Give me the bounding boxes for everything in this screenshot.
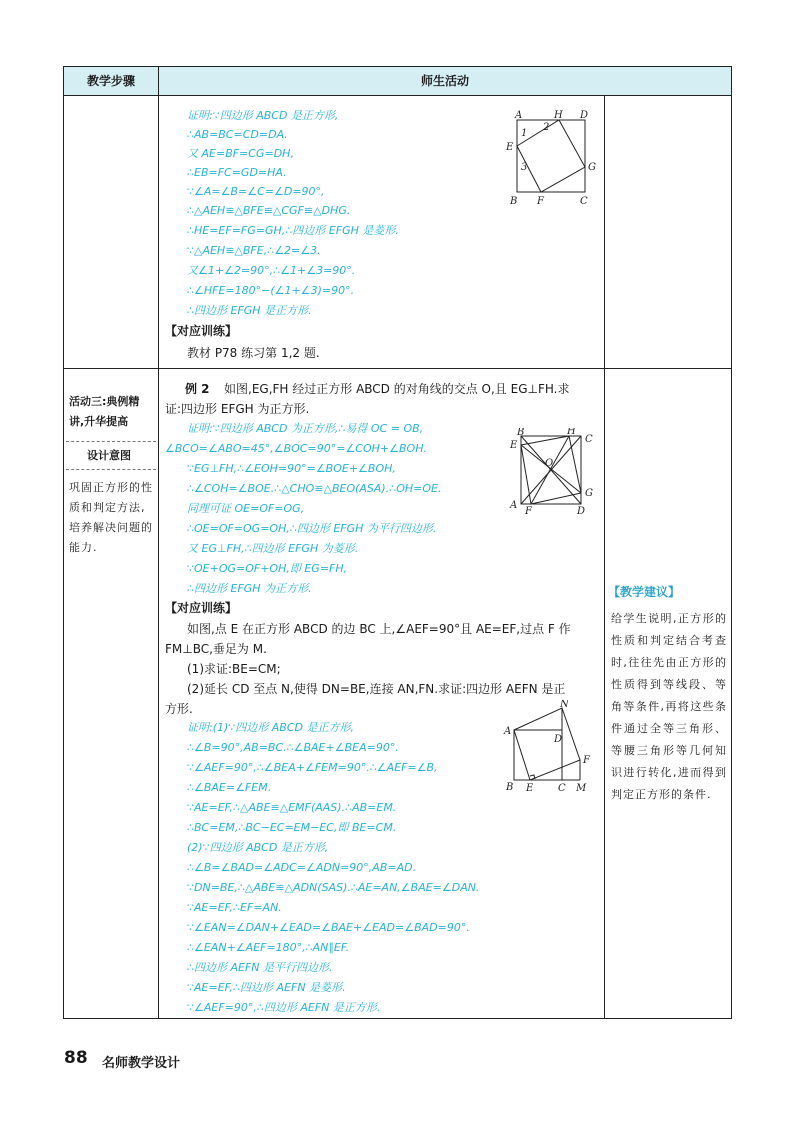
fig2-label-H: H	[567, 428, 576, 437]
design-intent-line: 质和判定方法,	[69, 501, 146, 514]
proof-line: ∵∠EAN=∠DAN+∠EAD=∠BAE+∠EAD=∠BAD=90°.	[187, 921, 470, 934]
proof-line: 证明:∵四边形 ABCD 为正方形,∴易得 OC = OB,	[187, 422, 424, 435]
fig1-label-3: 3	[521, 162, 528, 173]
proof-line: ∴四边形 EFGH 为正方形.	[187, 582, 312, 595]
proof-line: ∴四边形 AEFN 是平行四边形.	[187, 961, 333, 974]
teaching-suggestion-text: 给学生说明,正方形的性质和判定结合考查时,往往先由正方形的性质得到等线段、等角等条件,再将这些条件通过全等三角形、等腰三角形等几何知识进行转化,进而得到判定正方形的条件.	[611, 612, 727, 801]
teaching-suggestion-title: 【教学建议】	[608, 585, 681, 599]
proof-line: ∠BCO=∠ABO=45°,∠BOC=90°=∠COH+∠BOH.	[165, 442, 427, 455]
practice2-question2-line1: (2)延长 CD 至点 N,使得 DN=BE,连接 AN,FN.求证:四边形 AEFN 是正	[187, 682, 566, 696]
fig3-label-C: C	[558, 783, 566, 794]
fig2-label-A: A	[510, 500, 518, 511]
figure-diagonals	[505, 428, 600, 516]
left-dashed-divider-2	[66, 469, 156, 470]
fig2-label-F: F	[525, 506, 532, 516]
proof-line: ∴∠BAE=∠FEM.	[187, 781, 272, 794]
proof-line: ∴∠EAN+∠AEF=180°,∴AN∥EF.	[187, 941, 350, 954]
fig3-label-N: N	[560, 700, 569, 710]
page-number: 88	[64, 1048, 88, 1068]
proof-line: 证明:(1)∵四边形 ABCD 是正方形,	[187, 721, 354, 734]
example-text-line1: 如图,EG,FH 经过正方形 ABCD 的对角线的交点 O,且 EG⊥FH.求	[224, 382, 570, 396]
fig1-label-F: F	[537, 196, 544, 207]
proof-line: ∴∠HFE=180°−(∠1+∠3)=90°.	[187, 284, 355, 297]
header-col-steps: 教学步骤	[86, 74, 135, 88]
proof-line: ∴∠B=∠BAD=∠ADC=∠ADN=90°,AB=AD.	[187, 861, 417, 874]
activity-title-line2: 讲,升华提高	[69, 415, 129, 428]
fig3-label-D: D	[554, 734, 563, 745]
table-frame	[63, 66, 732, 1019]
proof-line: ∵AE=EF,∴EF=AN.	[187, 901, 282, 914]
practice-heading-2: 【对应训练】	[165, 601, 238, 615]
proof-line: ∴AB=BC=CD=DA.	[187, 128, 288, 141]
proof-line: ∴△AEH≌△BFE≌△CGF≌△DHG.	[187, 204, 351, 217]
proof-line: ∴四边形 EFGH 是正方形.	[187, 304, 312, 317]
fig3-label-M: M	[576, 783, 587, 794]
practice2-question2-line2: 方形.	[165, 702, 193, 716]
fig3-label-F: F	[583, 755, 590, 766]
fig1-label-E: E	[506, 142, 514, 153]
proof-line: 证明:∵四边形 ABCD 是正方形,	[187, 109, 339, 122]
proof-line: (2)∵四边形 ABCD 是正方形,	[187, 841, 329, 854]
proof-line: ∵DN=BE,∴△ABE≌△ADN(SAS).∴AE=AN,∠BAE=∠DAN.	[187, 881, 480, 894]
fig3-label-E: E	[526, 783, 534, 794]
proof-line: ∵AE=EF,∴四边形 AEFN 是菱形.	[187, 981, 346, 994]
design-intent-line: 培养解决问题的	[69, 521, 153, 534]
proof-line: ∴∠B=90°,AB=BC.∴∠BAE+∠BEA=90°.	[187, 741, 399, 754]
fig2-label-E: E	[510, 440, 518, 451]
fig2-label-C: C	[585, 434, 593, 445]
proof-line: ∴EB=FC=GD=HA.	[187, 166, 287, 179]
figure-square-efgh	[500, 110, 605, 210]
fig3-label-A: A	[504, 726, 512, 737]
header-divider	[63, 95, 732, 96]
activity-title-line1: 活动三:典例精	[69, 395, 140, 408]
fig1-label-G: G	[588, 162, 596, 173]
design-intent-line: 巩固正方形的性	[69, 481, 153, 494]
fig2-label-O: O	[545, 458, 554, 469]
fig1-label-H: H	[554, 110, 563, 121]
proof-line: ∵EG⊥FH,∴∠EOH=90°=∠BOE+∠BOH,	[187, 462, 396, 475]
proof-line: 又 EG⊥FH,∴四边形 EFGH 为菱形.	[187, 542, 359, 555]
proof-line: ∵∠AEF=90°,∴四边形 AEFN 是正方形.	[187, 1001, 381, 1014]
proof-line: ∴HE=EF=FG=GH,∴四边形 EFGH 是菱形.	[187, 224, 399, 237]
design-intent-line: 能力.	[69, 541, 98, 554]
left-dashed-divider-1	[66, 441, 156, 442]
proof-line: ∴BC=EM,∴BC−EC=EM−EC,即 BE=CM.	[187, 821, 397, 834]
figure-aefn	[500, 700, 605, 798]
fig1-label-C: C	[580, 196, 588, 207]
design-intent-title: 设计意图	[87, 449, 131, 462]
proof-line: 又∠1+∠2=90°,∴∠1+∠3=90°.	[187, 264, 356, 277]
proof-line: ∴∠COH=∠BOE.∴△CHO≌△BEO(ASA).∴OH=OE.	[187, 482, 442, 495]
proof-line: ∵△AEH≌△BFE,∴∠2=∠3.	[187, 244, 321, 257]
book-title: 名师教学设计	[102, 1056, 181, 1071]
proof-line: 又 AE=BF=CG=DH,	[187, 147, 294, 160]
proof-line: ∴OE=OF=OG=OH,∴四边形 EFGH 为平行四边形.	[187, 522, 437, 535]
proof-line: ∵∠AEF=90°,∴∠BEA+∠FEM=90°.∴∠AEF=∠B,	[187, 761, 438, 774]
fig2-label-D: D	[577, 506, 586, 516]
practice2-text-line2: FM⊥BC,垂足为 M.	[165, 642, 267, 656]
row-divider	[63, 368, 732, 369]
example-text-line2: 证:四边形 EFGH 为正方形.	[165, 402, 310, 416]
practice-text-1: 教材 P78 练习第 1,2 题.	[187, 346, 320, 360]
header-col-activities: 师生活动	[420, 74, 469, 88]
practice2-text-line1: 如图,点 E 在正方形 ABCD 的边 BC 上,∠AEF=90°且 AE=EF,过点 F 作	[187, 622, 571, 636]
example-label: 例 2	[185, 382, 210, 396]
proof-line: ∵OE+OG=OF+OH,即 EG=FH,	[187, 562, 348, 575]
column-divider-2	[604, 95, 605, 1019]
fig1-label-A: A	[515, 110, 523, 121]
fig2-label-G: G	[585, 488, 593, 499]
fig1-label-2: 2	[543, 122, 550, 133]
practice2-question1: (1)求证:BE=CM;	[187, 662, 281, 676]
practice-heading-1: 【对应训练】	[165, 324, 238, 338]
fig1-label-B: B	[510, 196, 518, 207]
fig1-label-1: 1	[521, 128, 528, 139]
proof-line: ∵AE=EF,∴△ABE≌△EMF(AAS).∴AB=EM.	[187, 801, 397, 814]
proof-line: 同理可证 OE=OF=OG,	[187, 502, 305, 515]
proof-line: ∵∠A=∠B=∠C=∠D=90°,	[187, 185, 325, 198]
column-divider-1	[158, 66, 159, 1019]
fig2-label-B: B	[517, 428, 525, 438]
fig1-label-D: D	[580, 110, 589, 121]
fig3-label-B: B	[506, 782, 514, 793]
